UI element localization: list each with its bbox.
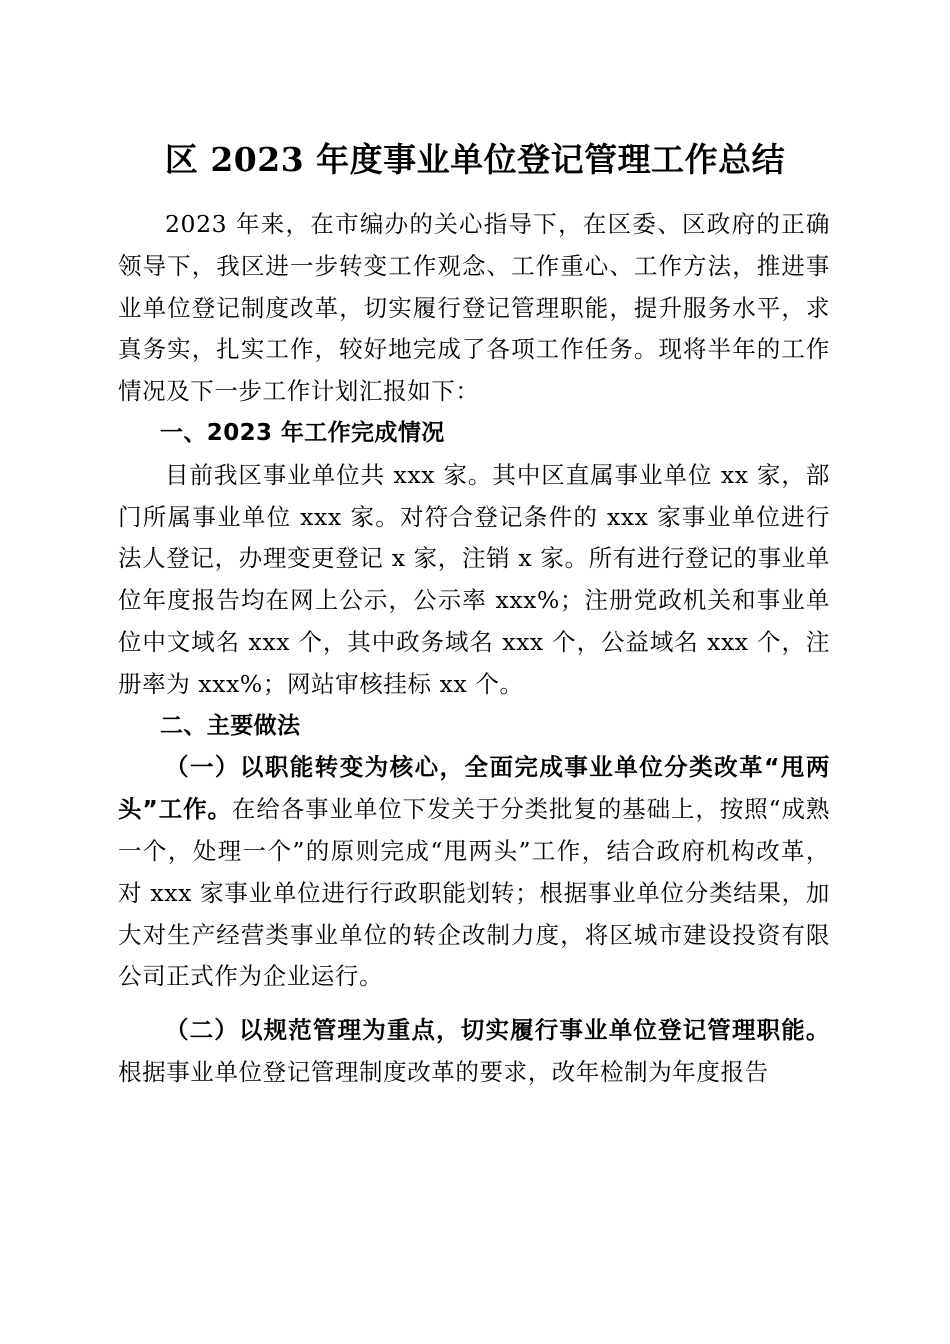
method-item-1-text: 在给各事业单位下发关于分类批复的基础上，按照“成熟一个，处理一个”的原则完成“甩两头”工作，结合政府机构改革，对 xxx 家事业单位进行行政职能划转；根据事业单位分类结果，加大对生产经营类事业单位的转企改制力度，将区城市建设投资有限公司正式作为企业运行。 bbox=[118, 795, 830, 991]
document-title: 区 2023 年度事业单位登记管理工作总结 bbox=[164, 140, 786, 179]
method-item-2-text: 根据事业单位登记管理制度改革的要求，改年检制为年度报告 bbox=[118, 1057, 769, 1086]
completion-paragraph: 目前我区事业单位共 xxx 家。其中区直属事业单位 xx 家，部门所属事业单位 xxx 家。对符合登记条件的 xxx 家事业单位进行法人登记，办理变更登记 x 家，注销 x 家。所有进行登记的事业单位年度报告均在网上公示，公示率 xxx%；注册党政机关和事业单位中文域名 xxx 个，其中政务域名 xxx 个，公益域名 xxx 个，注册率为 xxx%；网站审核挂标 xx 个。 bbox=[118, 460, 830, 698]
section-heading-methods: 二、主要做法 bbox=[160, 712, 301, 739]
method-item-2 bbox=[118, 1010, 830, 1094]
method-item-1 bbox=[118, 747, 830, 998]
intro-paragraph: 2023 年来，在市编办的关心指导下，在区委、区政府的正确领导下，我区进一步转变工作观念、工作重心、工作方法，推进事业单位登记制度改革，切实履行登记管理职能，提升服务水平，求真务实，扎实工作，较好地完成了各项工作任务。现将半年的工作情况及下一步工作计划汇报如下： bbox=[118, 210, 830, 406]
method-item-2-lead: （二）以规范管理为重点，切实履行事业单位登记管理职能。 bbox=[165, 1016, 830, 1045]
document-body bbox=[118, 204, 830, 1094]
section-heading-completion: 一、2023 年工作完成情况 bbox=[160, 419, 445, 446]
method-item-1-lead: （一）以职能转变为核心，全面完成事业单位分类改革“甩两头”工作。 bbox=[118, 753, 830, 824]
